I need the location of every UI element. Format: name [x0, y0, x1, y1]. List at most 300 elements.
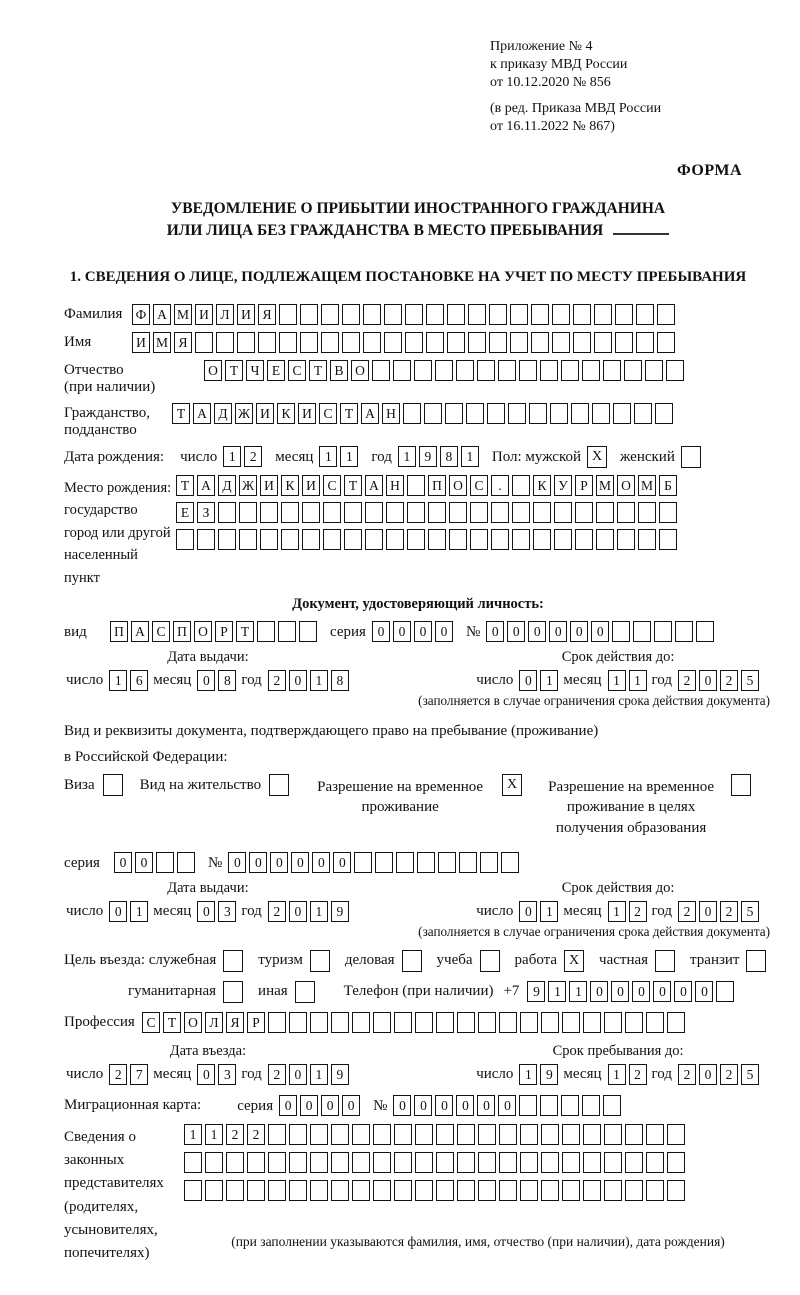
- char-cell[interactable]: 0: [249, 852, 267, 873]
- char-cell[interactable]: В: [330, 360, 348, 381]
- char-cell[interactable]: [561, 360, 579, 381]
- char-cell[interactable]: 0: [456, 1095, 474, 1116]
- char-cell[interactable]: [103, 774, 123, 796]
- char-cell[interactable]: [289, 1152, 307, 1173]
- char-cell[interactable]: [384, 332, 402, 353]
- char-cell[interactable]: [655, 403, 673, 424]
- char-cell[interactable]: [177, 852, 195, 873]
- char-cell[interactable]: И: [132, 332, 150, 353]
- char-cell[interactable]: 0: [414, 621, 432, 642]
- char-cell[interactable]: 1: [629, 670, 647, 691]
- char-cell[interactable]: [533, 529, 551, 550]
- char-cell[interactable]: [365, 529, 383, 550]
- char-cell[interactable]: Ж: [239, 475, 257, 496]
- char-cell[interactable]: [613, 403, 631, 424]
- char-cell[interactable]: [510, 332, 528, 353]
- char-cell[interactable]: [633, 621, 651, 642]
- char-cell[interactable]: [415, 1012, 433, 1033]
- char-cell[interactable]: О: [184, 1012, 202, 1033]
- char-cell[interactable]: [331, 1180, 349, 1201]
- char-cell[interactable]: [617, 502, 635, 523]
- char-cell[interactable]: [531, 332, 549, 353]
- char-cell[interactable]: [247, 1152, 265, 1173]
- char-cell[interactable]: [716, 981, 734, 1002]
- char-cell[interactable]: [667, 1180, 685, 1201]
- char-cell[interactable]: [625, 1180, 643, 1201]
- char-cell[interactable]: Л: [216, 304, 234, 325]
- char-cell[interactable]: М: [596, 475, 614, 496]
- char-cell[interactable]: [394, 1124, 412, 1145]
- char-cell[interactable]: 0: [611, 981, 629, 1002]
- char-cell[interactable]: П: [110, 621, 128, 642]
- char-cell[interactable]: 1: [205, 1124, 223, 1145]
- char-cell[interactable]: 1: [184, 1124, 202, 1145]
- char-cell[interactable]: X: [502, 774, 522, 796]
- char-cell[interactable]: [657, 304, 675, 325]
- char-cell[interactable]: 5: [741, 901, 759, 922]
- char-cell[interactable]: 1: [223, 446, 241, 467]
- char-cell[interactable]: [278, 621, 296, 642]
- char-cell[interactable]: [218, 502, 236, 523]
- char-cell[interactable]: [331, 1124, 349, 1145]
- char-cell[interactable]: А: [193, 403, 211, 424]
- char-cell[interactable]: [205, 1180, 223, 1201]
- char-cell[interactable]: [396, 852, 414, 873]
- char-cell[interactable]: 2: [720, 1064, 738, 1085]
- char-cell[interactable]: [289, 1180, 307, 1201]
- char-cell[interactable]: Е: [176, 502, 194, 523]
- char-cell[interactable]: М: [153, 332, 171, 353]
- char-cell[interactable]: [478, 1124, 496, 1145]
- char-cell[interactable]: [344, 502, 362, 523]
- char-cell[interactable]: [499, 1012, 517, 1033]
- char-cell[interactable]: 0: [372, 621, 390, 642]
- char-cell[interactable]: [480, 950, 500, 972]
- char-cell[interactable]: 0: [507, 621, 525, 642]
- char-cell[interactable]: [636, 332, 654, 353]
- char-cell[interactable]: [561, 1095, 579, 1116]
- char-cell[interactable]: О: [194, 621, 212, 642]
- char-cell[interactable]: 2: [268, 901, 286, 922]
- char-cell[interactable]: [615, 332, 633, 353]
- char-cell[interactable]: [260, 529, 278, 550]
- char-cell[interactable]: 2: [678, 901, 696, 922]
- char-cell[interactable]: [499, 1180, 517, 1201]
- char-cell[interactable]: С: [470, 475, 488, 496]
- char-cell[interactable]: 0: [228, 852, 246, 873]
- char-cell[interactable]: [583, 1152, 601, 1173]
- char-cell[interactable]: [571, 403, 589, 424]
- char-cell[interactable]: [342, 304, 360, 325]
- char-cell[interactable]: [436, 1012, 454, 1033]
- char-cell[interactable]: [279, 304, 297, 325]
- char-cell[interactable]: 5: [741, 1064, 759, 1085]
- char-cell[interactable]: [323, 502, 341, 523]
- char-cell[interactable]: 1: [608, 670, 626, 691]
- char-cell[interactable]: О: [449, 475, 467, 496]
- char-cell[interactable]: 0: [300, 1095, 318, 1116]
- char-cell[interactable]: [681, 446, 701, 468]
- char-cell[interactable]: 1: [109, 670, 127, 691]
- char-cell[interactable]: [295, 981, 315, 1003]
- char-cell[interactable]: [583, 1124, 601, 1145]
- char-cell[interactable]: [478, 1180, 496, 1201]
- char-cell[interactable]: Я: [226, 1012, 244, 1033]
- char-cell[interactable]: Н: [382, 403, 400, 424]
- char-cell[interactable]: 0: [109, 901, 127, 922]
- char-cell[interactable]: [625, 1012, 643, 1033]
- char-cell[interactable]: [520, 1012, 538, 1033]
- char-cell[interactable]: Ч: [246, 360, 264, 381]
- char-cell[interactable]: А: [197, 475, 215, 496]
- char-cell[interactable]: 0: [653, 981, 671, 1002]
- char-cell[interactable]: [457, 1180, 475, 1201]
- char-cell[interactable]: [512, 502, 530, 523]
- char-cell[interactable]: [487, 403, 505, 424]
- char-cell[interactable]: [156, 852, 174, 873]
- char-cell[interactable]: С: [152, 621, 170, 642]
- char-cell[interactable]: [540, 360, 558, 381]
- char-cell[interactable]: 0: [289, 1064, 307, 1085]
- char-cell[interactable]: [197, 529, 215, 550]
- char-cell[interactable]: К: [281, 475, 299, 496]
- char-cell[interactable]: 0: [486, 621, 504, 642]
- char-cell[interactable]: [520, 1180, 538, 1201]
- char-cell[interactable]: [405, 332, 423, 353]
- char-cell[interactable]: 3: [218, 1064, 236, 1085]
- char-cell[interactable]: 0: [549, 621, 567, 642]
- char-cell[interactable]: [519, 360, 537, 381]
- char-cell[interactable]: [594, 332, 612, 353]
- char-cell[interactable]: [615, 304, 633, 325]
- char-cell[interactable]: Р: [215, 621, 233, 642]
- char-cell[interactable]: 9: [331, 1064, 349, 1085]
- char-cell[interactable]: [237, 332, 255, 353]
- char-cell[interactable]: П: [173, 621, 191, 642]
- char-cell[interactable]: 1: [398, 446, 416, 467]
- char-cell[interactable]: [426, 332, 444, 353]
- char-cell[interactable]: [634, 403, 652, 424]
- char-cell[interactable]: И: [195, 304, 213, 325]
- char-cell[interactable]: [289, 1012, 307, 1033]
- char-cell[interactable]: 2: [268, 1064, 286, 1085]
- char-cell[interactable]: Т: [340, 403, 358, 424]
- char-cell[interactable]: [491, 529, 509, 550]
- char-cell[interactable]: [363, 304, 381, 325]
- char-cell[interactable]: 6: [130, 670, 148, 691]
- char-cell[interactable]: Р: [575, 475, 593, 496]
- char-cell[interactable]: С: [319, 403, 337, 424]
- char-cell[interactable]: [562, 1012, 580, 1033]
- char-cell[interactable]: [654, 621, 672, 642]
- char-cell[interactable]: 0: [289, 901, 307, 922]
- char-cell[interactable]: [520, 1124, 538, 1145]
- char-cell[interactable]: З: [197, 502, 215, 523]
- char-cell[interactable]: [184, 1152, 202, 1173]
- char-cell[interactable]: 0: [699, 1064, 717, 1085]
- char-cell[interactable]: [239, 502, 257, 523]
- char-cell[interactable]: [512, 529, 530, 550]
- char-cell[interactable]: [575, 529, 593, 550]
- char-cell[interactable]: [582, 360, 600, 381]
- char-cell[interactable]: М: [638, 475, 656, 496]
- char-cell[interactable]: Т: [225, 360, 243, 381]
- char-cell[interactable]: [310, 1180, 328, 1201]
- char-cell[interactable]: [466, 403, 484, 424]
- char-cell[interactable]: [459, 852, 477, 873]
- char-cell[interactable]: [281, 529, 299, 550]
- char-cell[interactable]: [268, 1152, 286, 1173]
- char-cell[interactable]: 1: [540, 901, 558, 922]
- char-cell[interactable]: 1: [340, 446, 358, 467]
- char-cell[interactable]: [302, 529, 320, 550]
- char-cell[interactable]: [269, 774, 289, 796]
- char-cell[interactable]: [612, 621, 630, 642]
- char-cell[interactable]: [617, 529, 635, 550]
- char-cell[interactable]: 1: [310, 901, 328, 922]
- char-cell[interactable]: [624, 360, 642, 381]
- char-cell[interactable]: [415, 1124, 433, 1145]
- char-cell[interactable]: [407, 475, 425, 496]
- char-cell[interactable]: [594, 304, 612, 325]
- char-cell[interactable]: [575, 502, 593, 523]
- char-cell[interactable]: Т: [163, 1012, 181, 1033]
- char-cell[interactable]: 2: [720, 670, 738, 691]
- char-cell[interactable]: 0: [498, 1095, 516, 1116]
- char-cell[interactable]: [541, 1152, 559, 1173]
- char-cell[interactable]: 1: [540, 670, 558, 691]
- char-cell[interactable]: [405, 304, 423, 325]
- char-cell[interactable]: [239, 529, 257, 550]
- char-cell[interactable]: [659, 502, 677, 523]
- char-cell[interactable]: 0: [333, 852, 351, 873]
- char-cell[interactable]: У: [554, 475, 572, 496]
- char-cell[interactable]: [438, 852, 456, 873]
- char-cell[interactable]: 2: [109, 1064, 127, 1085]
- char-cell[interactable]: [435, 360, 453, 381]
- char-cell[interactable]: 0: [674, 981, 692, 1002]
- char-cell[interactable]: [226, 1180, 244, 1201]
- char-cell[interactable]: [321, 304, 339, 325]
- char-cell[interactable]: 0: [270, 852, 288, 873]
- char-cell[interactable]: 5: [741, 670, 759, 691]
- char-cell[interactable]: И: [237, 304, 255, 325]
- char-cell[interactable]: [268, 1124, 286, 1145]
- char-cell[interactable]: [447, 332, 465, 353]
- char-cell[interactable]: 0: [291, 852, 309, 873]
- char-cell[interactable]: [384, 304, 402, 325]
- char-cell[interactable]: [625, 1152, 643, 1173]
- char-cell[interactable]: К: [277, 403, 295, 424]
- char-cell[interactable]: [554, 502, 572, 523]
- char-cell[interactable]: [604, 1152, 622, 1173]
- char-cell[interactable]: [552, 332, 570, 353]
- char-cell[interactable]: [417, 852, 435, 873]
- char-cell[interactable]: [352, 1012, 370, 1033]
- char-cell[interactable]: 2: [720, 901, 738, 922]
- char-cell[interactable]: [562, 1152, 580, 1173]
- char-cell[interactable]: [218, 529, 236, 550]
- char-cell[interactable]: [646, 1180, 664, 1201]
- char-cell[interactable]: [372, 360, 390, 381]
- char-cell[interactable]: [344, 529, 362, 550]
- char-cell[interactable]: [393, 360, 411, 381]
- char-cell[interactable]: [636, 304, 654, 325]
- char-cell[interactable]: [667, 1012, 685, 1033]
- char-cell[interactable]: 2: [678, 670, 696, 691]
- char-cell[interactable]: Т: [172, 403, 190, 424]
- char-cell[interactable]: [489, 332, 507, 353]
- char-cell[interactable]: [268, 1180, 286, 1201]
- char-cell[interactable]: [478, 1012, 496, 1033]
- char-cell[interactable]: [603, 1095, 621, 1116]
- char-cell[interactable]: 0: [519, 901, 537, 922]
- char-cell[interactable]: Т: [236, 621, 254, 642]
- char-cell[interactable]: [436, 1152, 454, 1173]
- char-cell[interactable]: [638, 502, 656, 523]
- char-cell[interactable]: [541, 1124, 559, 1145]
- char-cell[interactable]: [491, 502, 509, 523]
- char-cell[interactable]: 8: [331, 670, 349, 691]
- char-cell[interactable]: 2: [629, 1064, 647, 1085]
- char-cell[interactable]: [583, 1180, 601, 1201]
- char-cell[interactable]: [386, 502, 404, 523]
- char-cell[interactable]: Д: [218, 475, 236, 496]
- char-cell[interactable]: [638, 529, 656, 550]
- char-cell[interactable]: [424, 403, 442, 424]
- char-cell[interactable]: [675, 621, 693, 642]
- char-cell[interactable]: [583, 1012, 601, 1033]
- char-cell[interactable]: 1: [608, 901, 626, 922]
- char-cell[interactable]: [281, 502, 299, 523]
- char-cell[interactable]: [540, 1095, 558, 1116]
- char-cell[interactable]: [625, 1124, 643, 1145]
- char-cell[interactable]: [394, 1180, 412, 1201]
- char-cell[interactable]: [394, 1012, 412, 1033]
- char-cell[interactable]: [331, 1012, 349, 1033]
- char-cell[interactable]: [604, 1180, 622, 1201]
- char-cell[interactable]: [373, 1152, 391, 1173]
- char-cell[interactable]: [310, 1124, 328, 1145]
- char-cell[interactable]: П: [428, 475, 446, 496]
- char-cell[interactable]: 8: [440, 446, 458, 467]
- char-cell[interactable]: [533, 502, 551, 523]
- char-cell[interactable]: [512, 475, 530, 496]
- char-cell[interactable]: [299, 621, 317, 642]
- char-cell[interactable]: [402, 950, 422, 972]
- char-cell[interactable]: [470, 502, 488, 523]
- char-cell[interactable]: [407, 529, 425, 550]
- char-cell[interactable]: 0: [699, 670, 717, 691]
- char-cell[interactable]: [645, 360, 663, 381]
- char-cell[interactable]: [258, 332, 276, 353]
- char-cell[interactable]: [501, 852, 519, 873]
- char-cell[interactable]: [323, 529, 341, 550]
- char-cell[interactable]: [428, 529, 446, 550]
- char-cell[interactable]: А: [361, 403, 379, 424]
- char-cell[interactable]: [449, 529, 467, 550]
- char-cell[interactable]: А: [153, 304, 171, 325]
- char-cell[interactable]: [478, 1152, 496, 1173]
- char-cell[interactable]: [352, 1152, 370, 1173]
- char-cell[interactable]: [226, 1152, 244, 1173]
- char-cell[interactable]: [352, 1180, 370, 1201]
- char-cell[interactable]: [596, 502, 614, 523]
- char-cell[interactable]: 1: [608, 1064, 626, 1085]
- char-cell[interactable]: [436, 1180, 454, 1201]
- char-cell[interactable]: 0: [321, 1095, 339, 1116]
- char-cell[interactable]: X: [587, 446, 607, 468]
- char-cell[interactable]: Т: [344, 475, 362, 496]
- char-cell[interactable]: [646, 1124, 664, 1145]
- char-cell[interactable]: 2: [247, 1124, 265, 1145]
- char-cell[interactable]: [300, 304, 318, 325]
- char-cell[interactable]: И: [302, 475, 320, 496]
- char-cell[interactable]: [352, 1124, 370, 1145]
- char-cell[interactable]: [310, 950, 330, 972]
- char-cell[interactable]: [302, 502, 320, 523]
- char-cell[interactable]: [216, 332, 234, 353]
- char-cell[interactable]: [310, 1152, 328, 1173]
- char-cell[interactable]: [354, 852, 372, 873]
- char-cell[interactable]: [531, 304, 549, 325]
- char-cell[interactable]: 1: [548, 981, 566, 1002]
- char-cell[interactable]: Л: [205, 1012, 223, 1033]
- char-cell[interactable]: И: [260, 475, 278, 496]
- char-cell[interactable]: И: [256, 403, 274, 424]
- char-cell[interactable]: 0: [114, 852, 132, 873]
- char-cell[interactable]: 0: [519, 670, 537, 691]
- char-cell[interactable]: Н: [386, 475, 404, 496]
- char-cell[interactable]: 0: [414, 1095, 432, 1116]
- char-cell[interactable]: 8: [218, 670, 236, 691]
- char-cell[interactable]: [321, 332, 339, 353]
- char-cell[interactable]: 0: [135, 852, 153, 873]
- char-cell[interactable]: Я: [258, 304, 276, 325]
- char-cell[interactable]: [470, 529, 488, 550]
- char-cell[interactable]: 9: [527, 981, 545, 1002]
- char-cell[interactable]: [562, 1180, 580, 1201]
- char-cell[interactable]: 0: [590, 981, 608, 1002]
- char-cell[interactable]: [300, 332, 318, 353]
- char-cell[interactable]: [428, 502, 446, 523]
- char-cell[interactable]: [468, 304, 486, 325]
- char-cell[interactable]: [541, 1012, 559, 1033]
- char-cell[interactable]: Б: [659, 475, 677, 496]
- char-cell[interactable]: 0: [197, 670, 215, 691]
- char-cell[interactable]: [508, 403, 526, 424]
- char-cell[interactable]: 9: [419, 446, 437, 467]
- char-cell[interactable]: [365, 502, 383, 523]
- char-cell[interactable]: Р: [247, 1012, 265, 1033]
- char-cell[interactable]: [529, 403, 547, 424]
- char-cell[interactable]: [554, 529, 572, 550]
- char-cell[interactable]: [573, 304, 591, 325]
- char-cell[interactable]: [436, 1124, 454, 1145]
- char-cell[interactable]: И: [298, 403, 316, 424]
- char-cell[interactable]: [331, 1152, 349, 1173]
- char-cell[interactable]: [603, 360, 621, 381]
- char-cell[interactable]: [407, 502, 425, 523]
- char-cell[interactable]: 1: [319, 446, 337, 467]
- char-cell[interactable]: А: [365, 475, 383, 496]
- char-cell[interactable]: [666, 360, 684, 381]
- char-cell[interactable]: [477, 360, 495, 381]
- char-cell[interactable]: 0: [279, 1095, 297, 1116]
- char-cell[interactable]: [184, 1180, 202, 1201]
- char-cell[interactable]: [394, 1152, 412, 1173]
- char-cell[interactable]: 0: [435, 1095, 453, 1116]
